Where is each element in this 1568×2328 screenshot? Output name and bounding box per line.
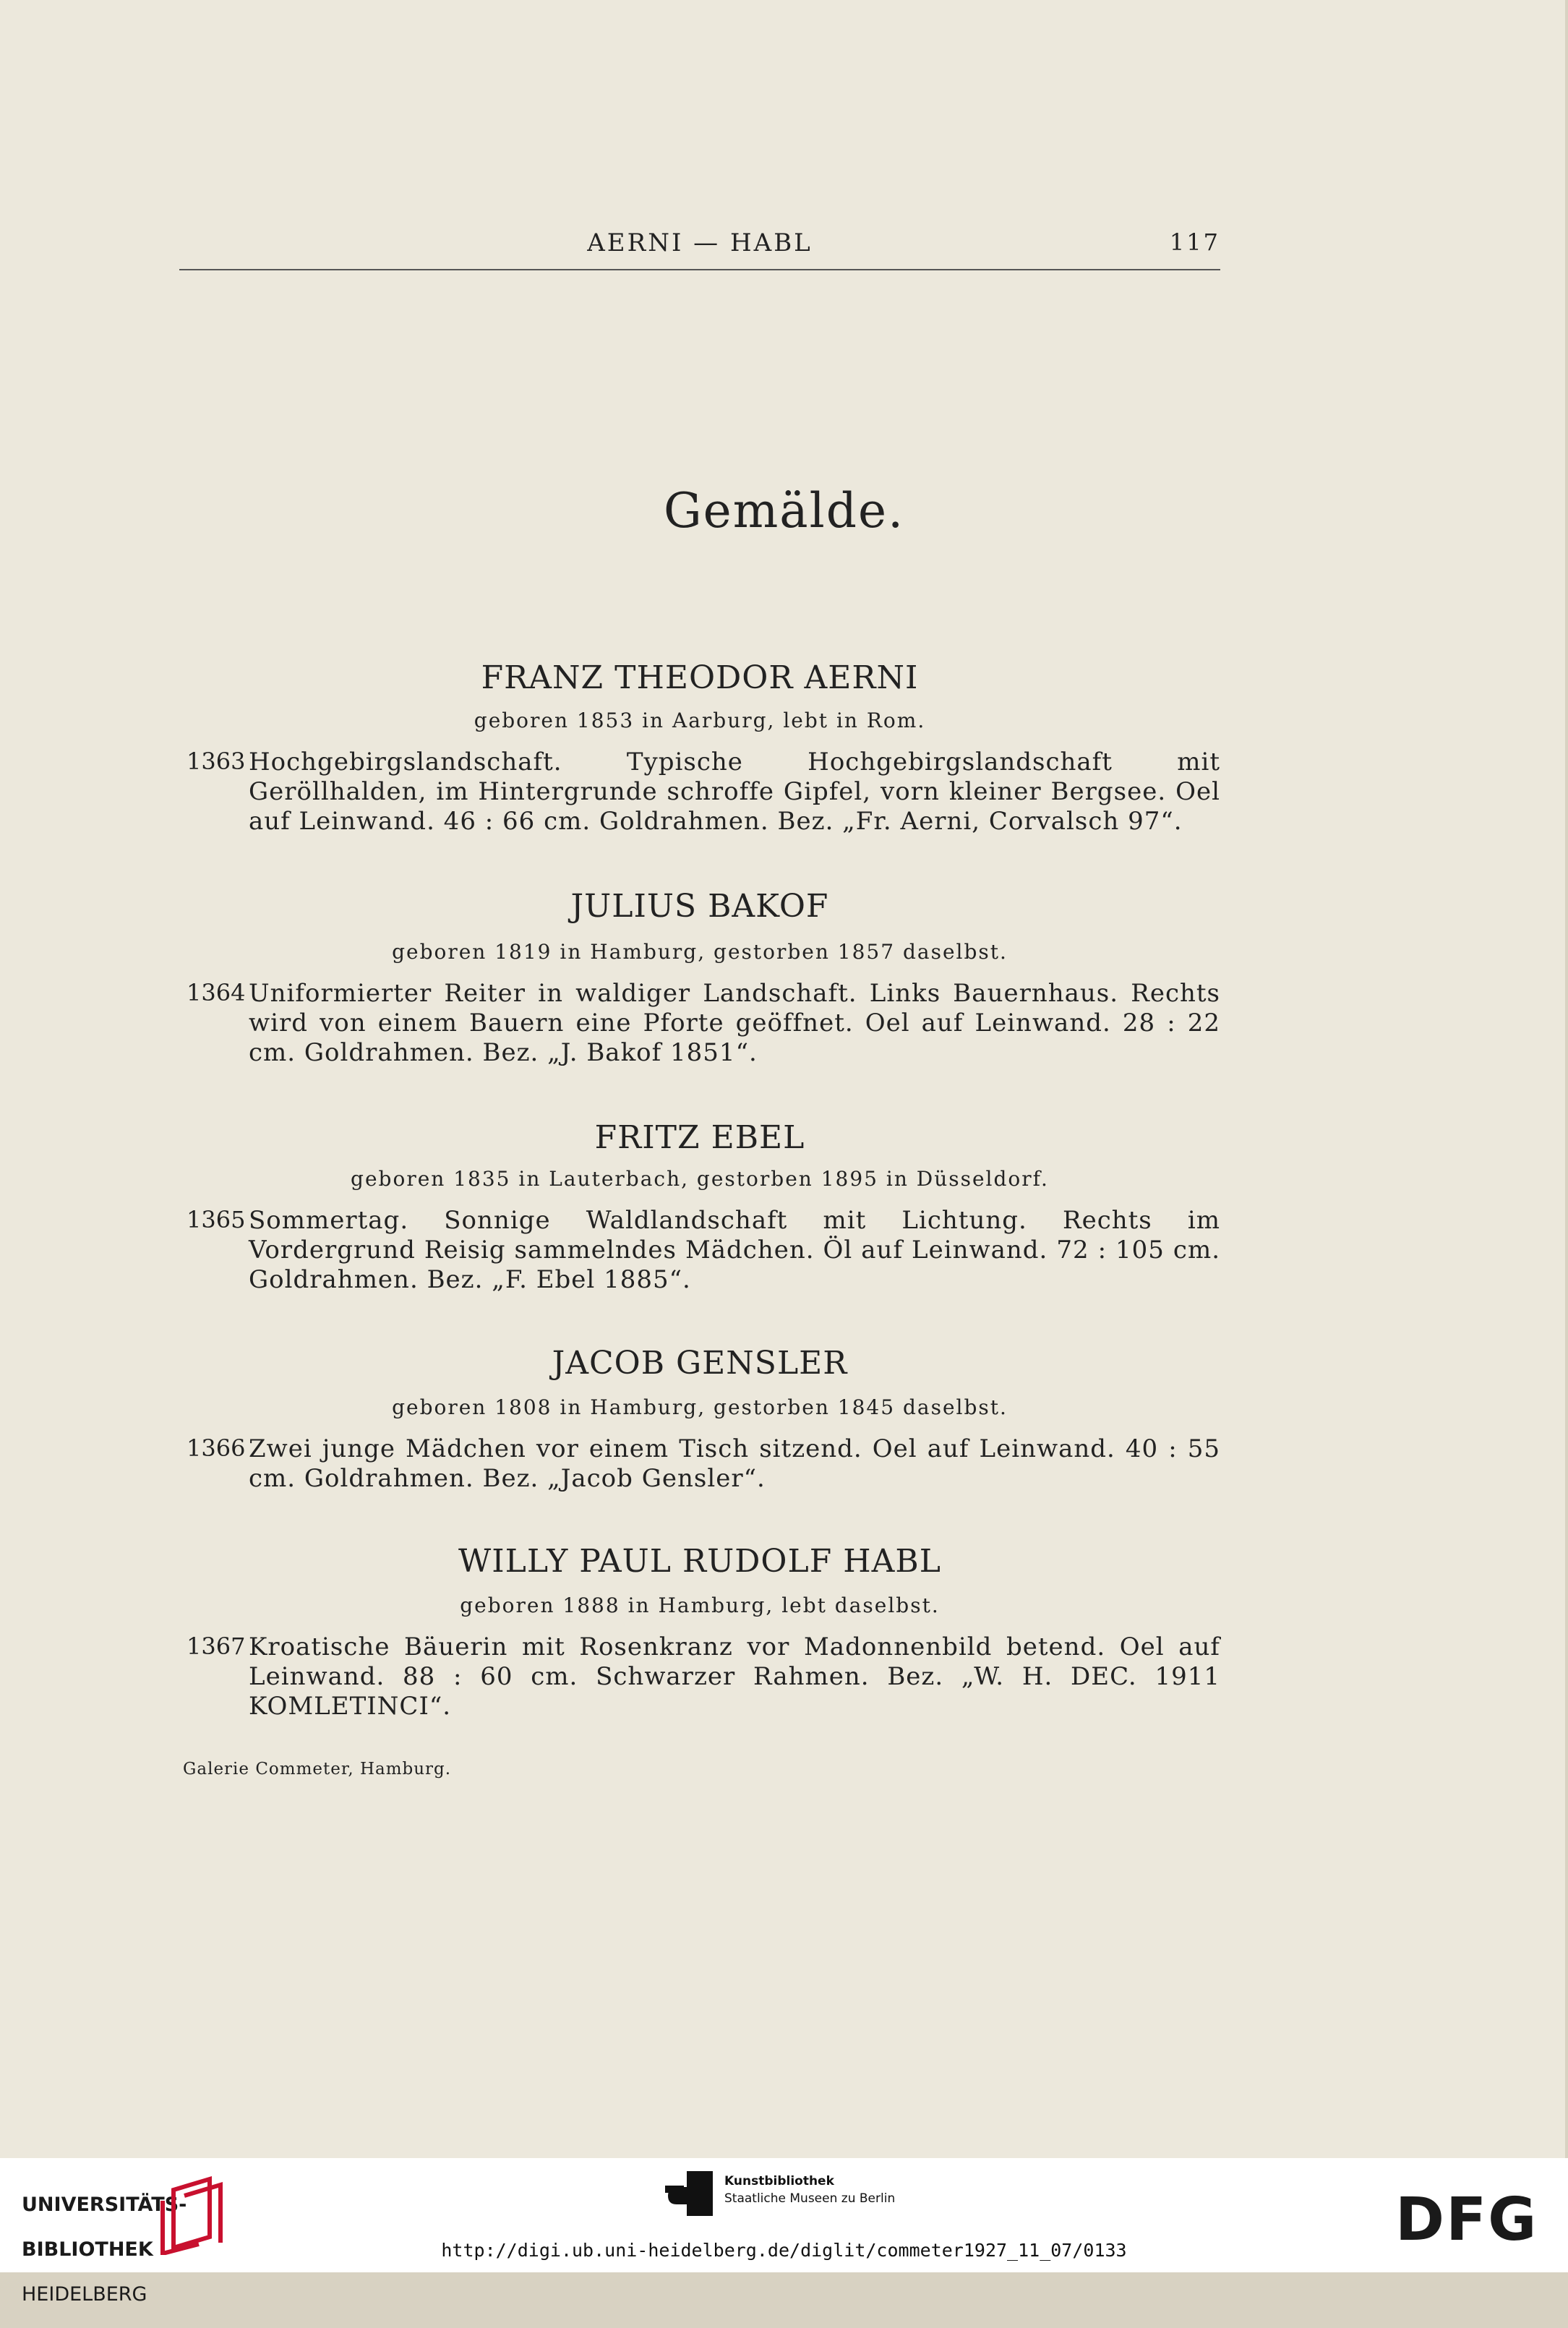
entry-number: 1363 xyxy=(187,748,246,775)
entry-number: 1366 xyxy=(187,1434,246,1462)
ub-line1: UNIVERSITÄTS- xyxy=(22,2194,187,2216)
page-number: 117 xyxy=(1169,228,1220,256)
entry-text: Hochgebirgslandschaft. Typische Hochgebirgslandschaft mit Geröllhalden, im Hintergrunde schroffe Gipfel, vorn kleiner Bergsee. Oel auf Leinwand. 46 : 66 cm. Goldrahmen. Bez. „Fr. Aerni, Corvalsch 97“. xyxy=(249,748,1220,836)
entry-text: Uniformierter Reiter in waldiger Landschaft. Links Bauernhaus. Rechts wird von einem Bauern eine Pforte geöffnet. Oel auf Leinwand. 28 : 22 cm. Goldrahmen. Bez. „J. Bakof 1851“. xyxy=(249,979,1220,1067)
artist-bio: geboren 1808 in Hamburg, gestorben 1845 daselbst. xyxy=(392,1395,1008,1419)
entry-number: 1367 xyxy=(187,1632,246,1660)
dfg-text: DFG xyxy=(1395,2186,1538,2254)
kunstbibliothek-text xyxy=(724,2173,956,2207)
kunstbibliothek-mark-icon xyxy=(665,2171,713,2216)
digitization-footer xyxy=(0,2158,1568,2306)
provenance-note: Galerie Commeter, Hamburg. xyxy=(183,1760,452,1779)
ub-line2: BIBLIOTHEK xyxy=(22,2238,153,2261)
artist-bio: geboren 1835 in Lauterbach, gestorben 1895 in Düsseldorf. xyxy=(351,1167,1049,1191)
header-rule xyxy=(179,269,1220,270)
running-head xyxy=(179,228,1220,265)
artist-bio: geboren 1888 in Hamburg, lebt daselbst. xyxy=(460,1593,940,1617)
entry-number: 1364 xyxy=(187,979,246,1006)
artist-bio: geboren 1853 in Aarburg, lebt in Rom. xyxy=(474,709,926,732)
kunstbibliothek-logo[interactable] xyxy=(665,2171,896,2219)
entry-number: 1365 xyxy=(187,1206,246,1233)
kb-sub: Staatliche Museen zu Berlin xyxy=(724,2191,896,2206)
artist-bio: geboren 1819 in Hamburg, gestorben 1857 daselbst. xyxy=(392,940,1008,964)
running-head-title: AERNI — HABL xyxy=(587,228,813,257)
ub-line3: HEIDELBERG xyxy=(22,2283,147,2306)
artist-name: FRITZ EBEL xyxy=(594,1119,805,1156)
section-title: Gemälde. xyxy=(663,483,905,539)
entry-text: Kroatische Bäuerin mit Rosenkranz vor Madonnenbild betend. Oel auf Leinwand. 88 : 60 cm. Schwarzer Rahmen. Bez. „W. H. DEC. 1911 KOMLETINCI“. xyxy=(249,1632,1220,1721)
artist-name: JULIUS BAKOF xyxy=(570,888,829,925)
artist-name: WILLY PAUL RUDOLF HABL xyxy=(458,1543,941,1580)
artist-name: JACOB GENSLER xyxy=(552,1345,848,1382)
entry-text: Zwei junge Mädchen vor einem Tisch sitzend. Oel auf Leinwand. 40 : 55 cm. Goldrahmen. Bez. „Jacob Gensler“. xyxy=(249,1434,1220,1493)
kb-name: Kunstbibliothek xyxy=(724,2174,834,2188)
entry-text: Sommertag. Sonnige Waldlandschaft mit Lichtung. Rechts im Vordergrund Reisig sammelndes Mädchen. Öl auf Leinwand. 72 : 105 cm. Goldrahmen. Bez. „F. Ebel 1885“. xyxy=(249,1206,1220,1294)
permalink-url[interactable]: http://digi.ub.uni-heidelberg.de/diglit/commeter1927_11_07/0133 xyxy=(441,2240,1127,2261)
artist-name: FRANZ THEODOR AERNI xyxy=(481,659,919,696)
